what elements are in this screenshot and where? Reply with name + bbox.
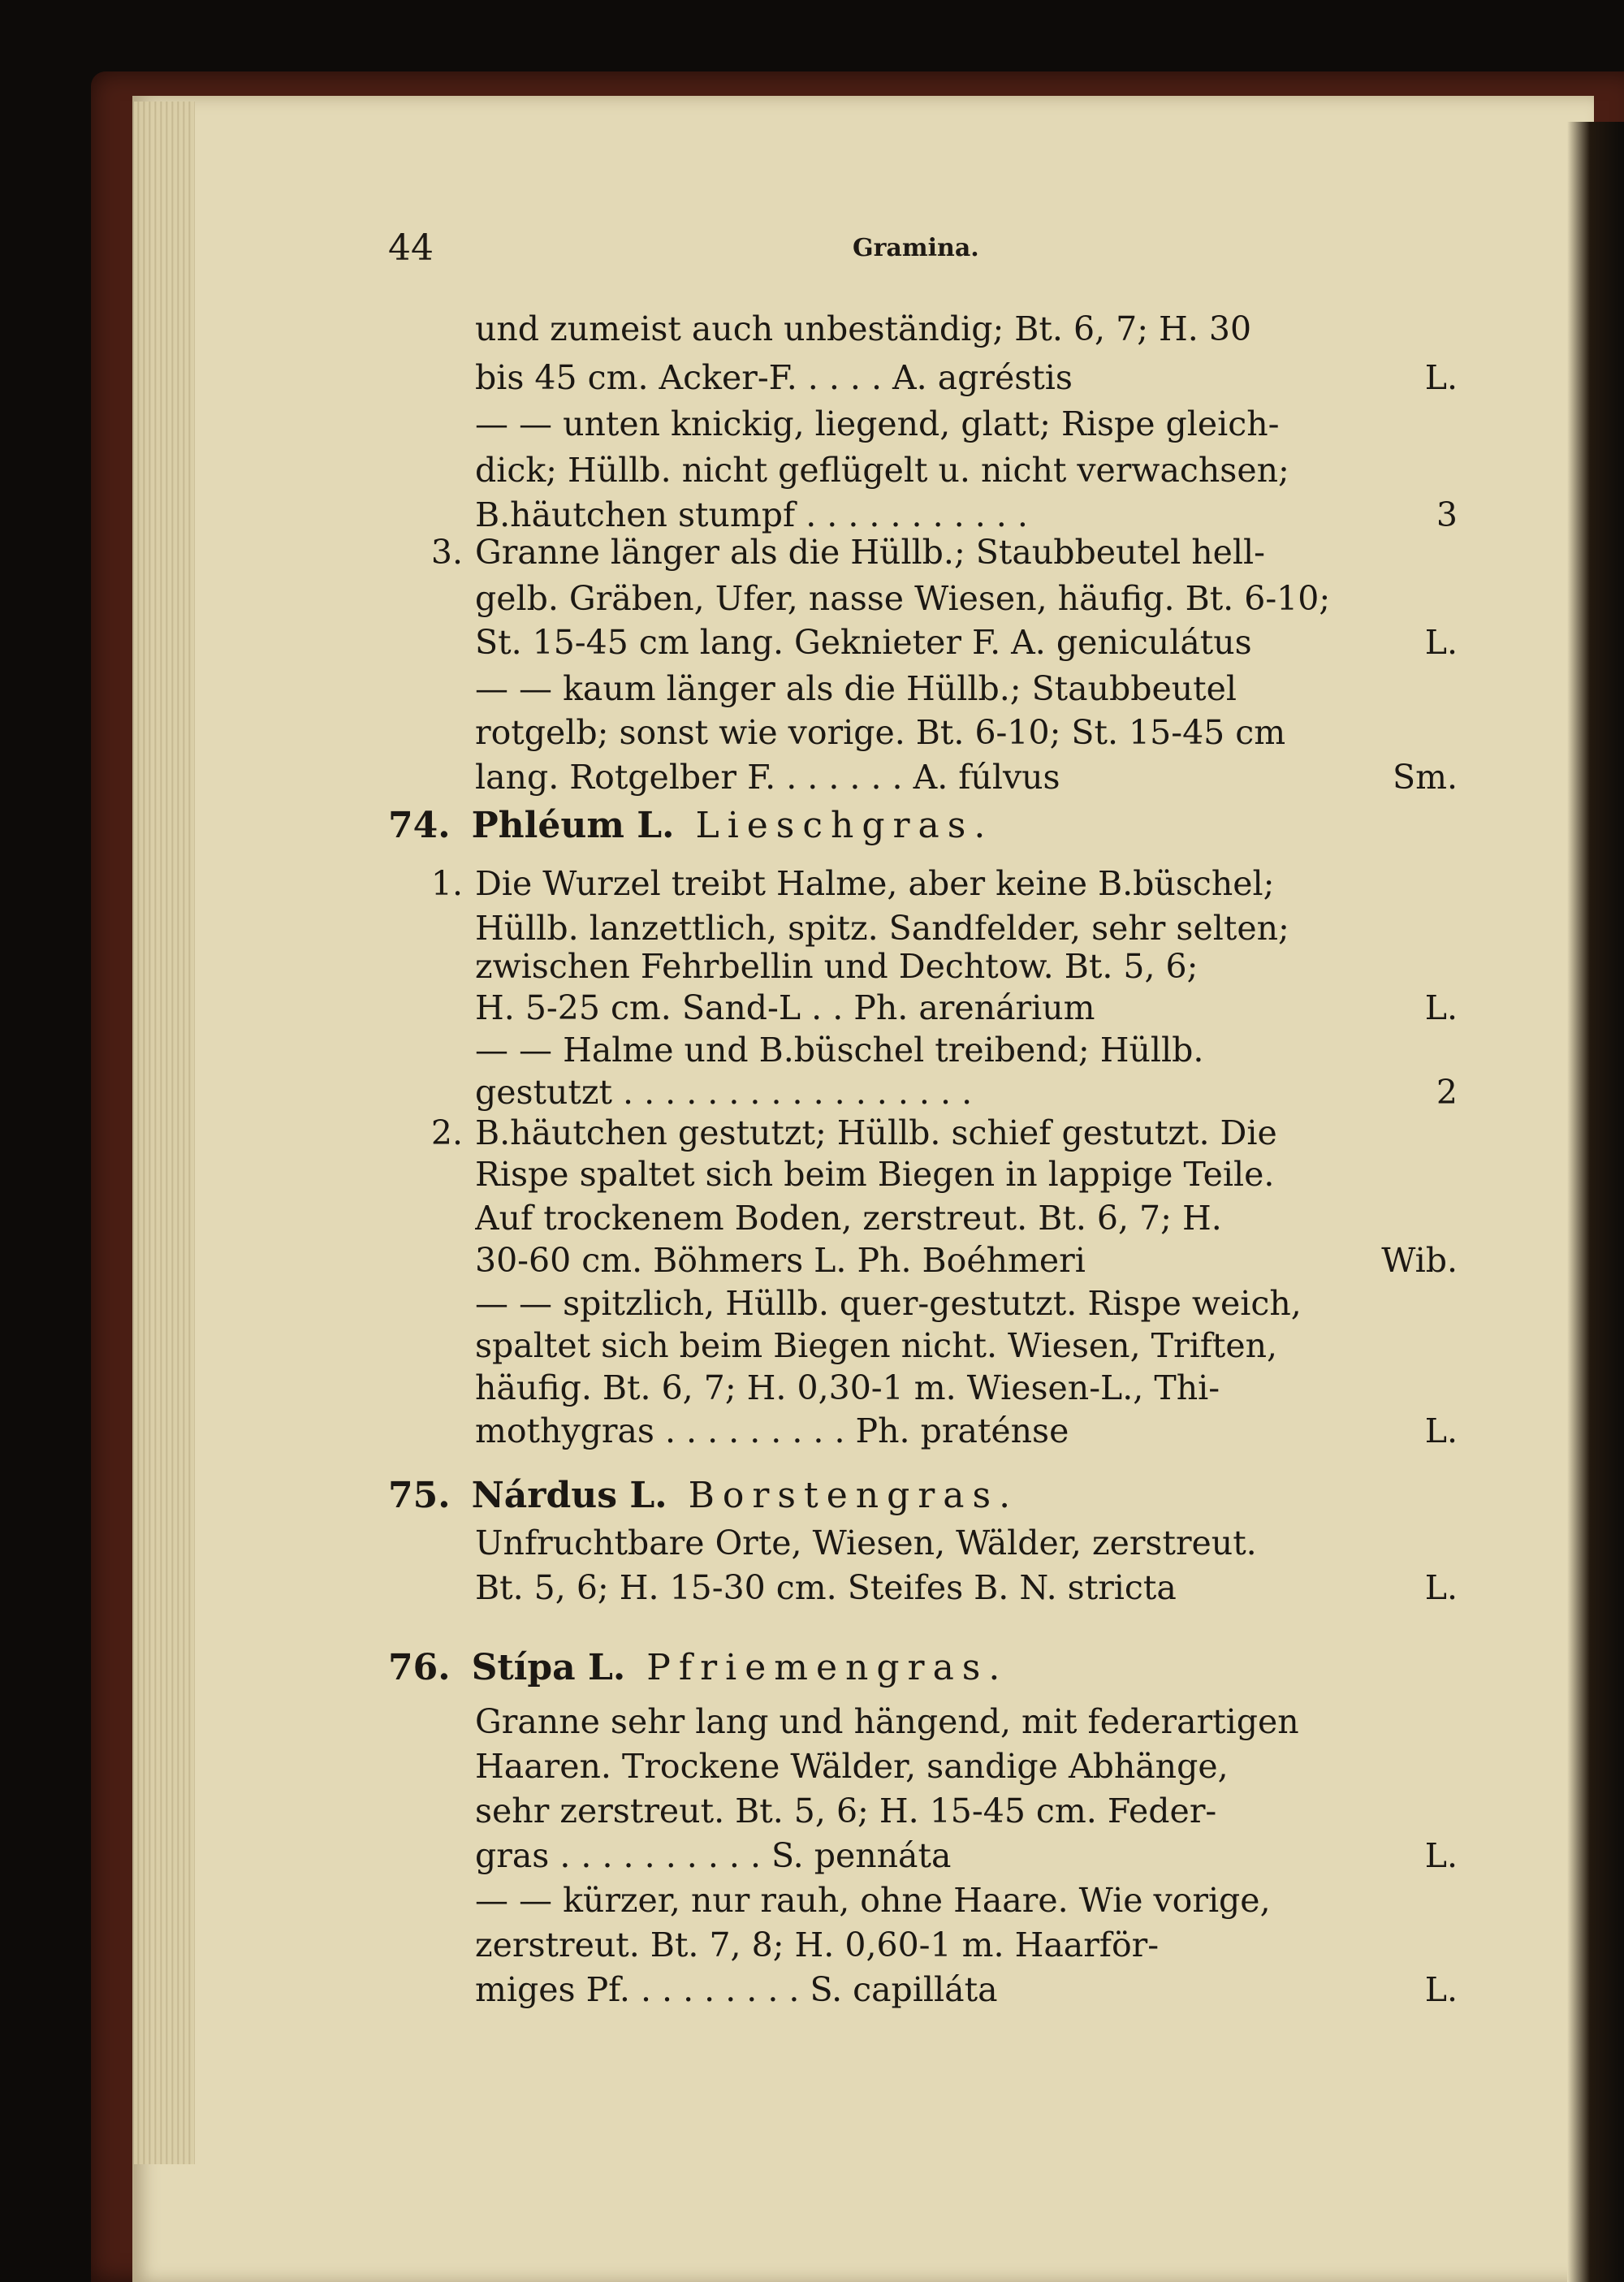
page-number: 44	[388, 227, 434, 269]
text-line: Granne länger als die Hüllb.; Staubbeutel hell-	[475, 533, 1266, 572]
text-line: gestutzt . . . . . . . . . . . . . . . . . 2	[475, 1073, 1458, 1112]
text-line: — — kürzer, nur rauh, ohne Haare. Wie vorige,	[475, 1881, 1271, 1920]
text-line: Rispe spaltet sich beim Biegen in lappige Teile.	[475, 1155, 1275, 1194]
text-line: spaltet sich beim Biegen nicht. Wiesen, Triften,	[475, 1326, 1278, 1365]
section-heading-76: 76. Stípa L. Pfriemengras.	[388, 1647, 1009, 1688]
section-heading-74: 74. Phléum L. Lieschgras.	[388, 805, 994, 846]
text-line: — — kaum länger als die Hüllb.; Staubbeutel	[475, 669, 1237, 708]
text-line: rotgelb; sonst wie vorige. Bt. 6-10; St. 15-45 cm	[475, 713, 1286, 752]
text-line: — — Halme und B.büschel treibend; Hüllb.	[475, 1031, 1204, 1070]
text-line: St. 15-45 cm lang. Geknieter F. A. geniculátus L.	[475, 623, 1458, 662]
text-line: dick; Hüllb. nicht geflügelt u. nicht verwachsen;	[475, 451, 1289, 490]
text-line: Die Wurzel treibt Halme, aber keine B.büschel;	[475, 864, 1275, 903]
text-line: Haaren. Trockene Wälder, sandige Abhänge,	[475, 1747, 1229, 1786]
page-edges	[134, 102, 195, 2164]
text-line: Hüllb. lanzettlich, spitz. Sandfelder, sehr selten;	[475, 909, 1289, 948]
text-line: — — spitzlich, Hüllb. quer-gestutzt. Rispe weich,	[475, 1284, 1302, 1323]
text-line: H. 5-25 cm. Sand-L . . Ph. arenárium L.	[475, 988, 1458, 1027]
text-line: gras . . . . . . . . . . S. pennáta L.	[475, 1836, 1458, 1875]
text-line: B.häutchen stumpf . . . . . . . . . . . 3	[475, 495, 1458, 534]
item-number: 2.	[430, 1113, 463, 1152]
text-line: gelb. Gräben, Ufer, nasse Wiesen, häufig. Bt. 6-10;	[475, 579, 1331, 618]
text-line: 30-60 cm. Böhmers L. Ph. Boéhmeri Wib.	[475, 1241, 1458, 1280]
text-line: Auf trockenem Boden, zerstreut. Bt. 6, 7; H.	[475, 1199, 1222, 1238]
text-line: und zumeist auch unbeständig; Bt. 6, 7; H. 30	[475, 309, 1252, 348]
item-number: 3.	[430, 533, 463, 572]
text-line: mothygras . . . . . . . . . Ph. praténse L.	[475, 1411, 1458, 1450]
book-gutter	[1567, 122, 1624, 2282]
text-line: häufig. Bt. 6, 7; H. 0,30-1 m. Wiesen-L., Thi-	[475, 1368, 1220, 1407]
text-line: bis 45 cm. Acker-F. . . . . A. agréstis L.	[475, 358, 1458, 397]
text-line: B.häutchen gestutzt; Hüllb. schief gestutzt. Die	[475, 1113, 1277, 1152]
text-line: Unfruchtbare Orte, Wiesen, Wälder, zerstreut.	[475, 1523, 1257, 1562]
text-line: sehr zerstreut. Bt. 5, 6; H. 15-45 cm. Feder-	[475, 1791, 1217, 1830]
text-line: lang. Rotgelber F. . . . . . . A. fúlvus Sm.	[475, 758, 1458, 797]
text-line: miges Pf. . . . . . . . . S. capilláta L.	[475, 1970, 1458, 2009]
text-line: — — unten knickig, liegend, glatt; Rispe gleich-	[475, 404, 1280, 443]
section-heading-75: 75. Nárdus L. Borstengras.	[388, 1475, 1019, 1516]
text-line: zwischen Fehrbellin und Dechtow. Bt. 5, 6;	[475, 947, 1199, 986]
item-number: 1.	[430, 864, 463, 903]
text-line: Bt. 5, 6; H. 15-30 cm. Steifes B. N. stricta L.	[475, 1568, 1458, 1607]
text-line: Granne sehr lang und hängend, mit federartigen	[475, 1702, 1299, 1741]
running-title: Gramina.	[853, 234, 979, 262]
text-line: zerstreut. Bt. 7, 8; H. 0,60-1 m. Haarför-	[475, 1925, 1160, 1964]
